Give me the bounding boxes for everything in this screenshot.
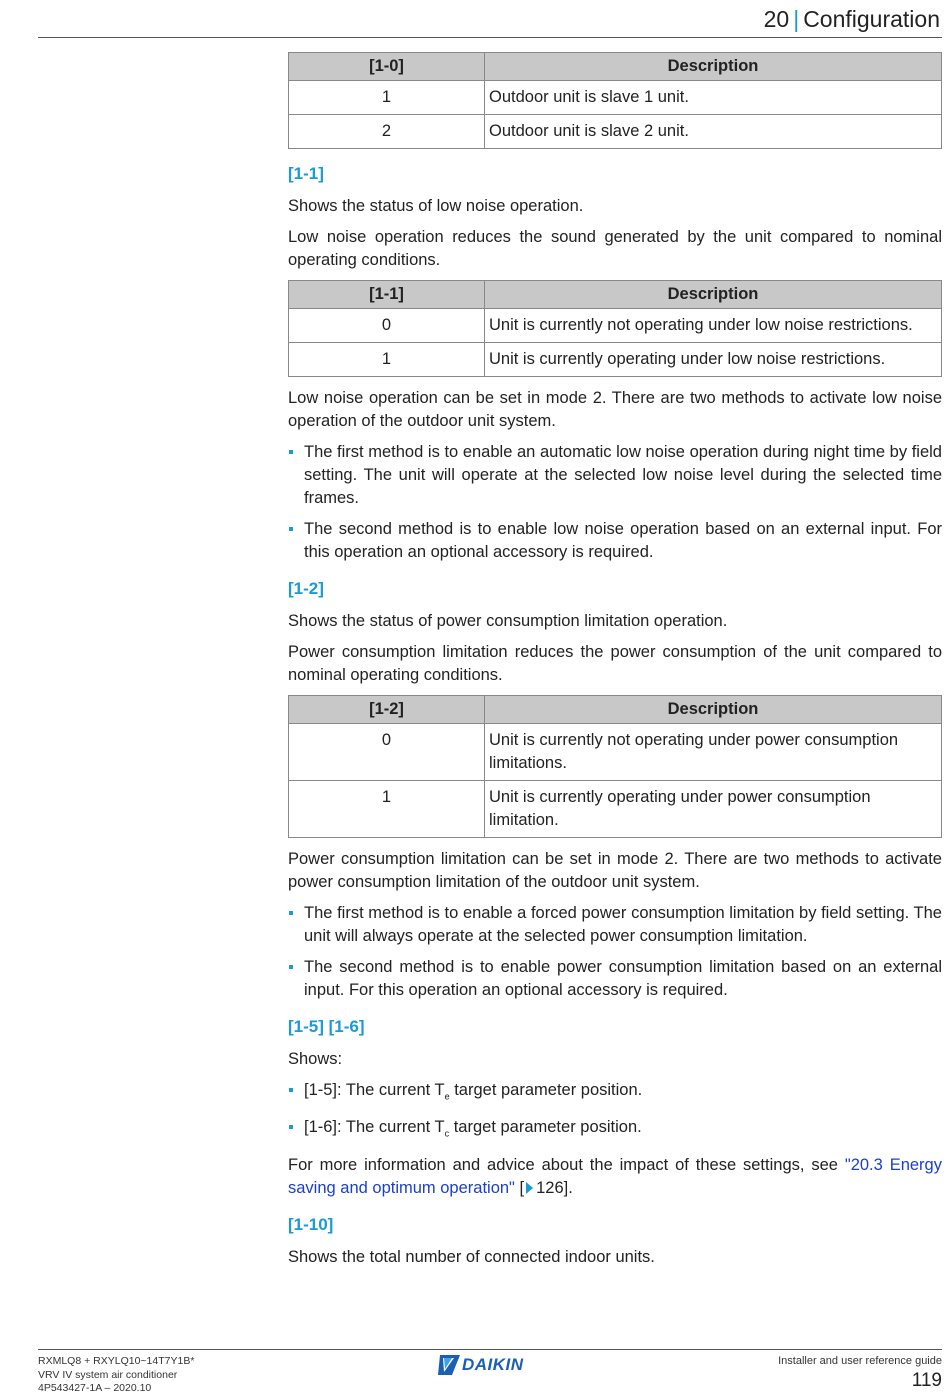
section-heading-1-1: [1-1] [288,164,324,183]
paragraph [288,1154,942,1200]
table-cell-description: Unit is currently not operating under power consumption limitations. [485,724,942,781]
paragraph-text: For more information and advice about the impact of these settings, see [288,1155,838,1174]
list-item: The second method is to enable power consumption limitation based on an external input. For this operation an optional accessory is required. [288,956,942,1002]
list-item [288,1079,942,1108]
table-header-cell: Description [485,53,942,81]
table-cell-description: Unit is currently operating under low noise restrictions. [485,343,942,377]
table-row [289,343,942,377]
subscript: e [444,1091,450,1102]
list-item-text: [1-5]: The current T [304,1081,445,1099]
main-content [288,52,942,1277]
table-header-cell: Description [485,696,942,724]
table-header-row [289,696,942,724]
table-cell-value: 1 [289,343,485,377]
page-ref-number: 126]. [536,1178,573,1197]
list-item: The first method is to enable a forced power consumption limitation by field setting. The unit will always operate at the selected power consumption limitation. [288,902,942,948]
table-cell-value: 0 [289,309,485,343]
table-row [289,781,942,838]
table-cell-value: 0 [289,724,485,781]
page-number: 119 [911,1370,942,1391]
table-row [289,81,942,115]
list-item-text: [1-6]: The current T [304,1118,445,1137]
table-cell-description: Unit is currently not operating under low noise restrictions. [485,309,942,343]
footer-product: VRV IV system air conditioner [38,1368,178,1381]
list-item: The first method is to enable an automatic low noise operation during night time by field setting. The unit will operate at the selected low noise level during the selected time frames. [288,441,942,510]
bullet-list [288,1079,942,1146]
paragraph: Shows the total number of connected indoor units. [288,1247,655,1266]
chapter-separator: | [793,6,800,32]
list-item-text: target parameter position. [449,1081,643,1099]
section-heading-1-2: [1-2] [288,579,324,598]
paragraph: Power consumption limitation reduces the power consumption of the unit compared to nominal operating conditions. [288,643,942,684]
cross-reference-link[interactable]: "20.3 Energy saving and optimum operation" [288,1155,942,1197]
footer-doc-number: 4P543427-1A – 2020.10 [38,1382,152,1394]
subscript: c [444,1128,450,1139]
table-header-cell: [1-0] [289,53,485,81]
paragraph: Shows the status of power consumption limitation operation. [288,612,728,630]
table-header-row [289,281,942,309]
paragraph: Shows the status of low noise operation. [288,197,584,215]
table-row [289,309,942,343]
paragraph: Low noise operation reduces the sound generated by the unit compared to nominal operating conditions. [288,228,942,269]
section-heading-1-10: [1-10] [288,1214,334,1234]
page-header [38,0,942,38]
section-heading-1-5-1-6: [1-5] [1-6] [288,1017,365,1036]
table-header-cell: Description [485,281,942,309]
table-cell-description: Outdoor unit is slave 1 unit. [485,81,942,115]
page-footer [38,1349,942,1394]
paragraph: Shows: [288,1050,343,1068]
table-cell-description: Outdoor unit is slave 2 unit. [485,115,942,149]
chapter-title [764,6,940,33]
list-item-text: target parameter position. [449,1118,642,1137]
table-header-cell: [1-2] [289,696,485,724]
table-cell-value: 1 [289,81,485,115]
page-ref-arrow-icon [526,1182,533,1194]
footer-model: RXMLQ8 + RXYLQ10~14T7Y1B* [38,1355,195,1367]
list-item [288,1116,942,1145]
table-1-2 [288,695,942,838]
table-cell-description: Unit is currently operating under power consumption limitation. [485,781,942,838]
paragraph: Power consumption limitation can be set in mode 2. There are two methods to activate power consumption limitation of the outdoor unit system. [288,850,942,891]
table-1-1 [288,280,942,377]
table-1-0 [288,52,942,149]
paragraph: Low noise operation can be set in mode 2. There are two methods to activate low noise operation of the outdoor unit system. [288,389,942,430]
brand-name: DAIKIN [462,1355,524,1374]
daikin-logo [438,1354,524,1376]
bullet-list [288,441,942,564]
footer-guide-title: Installer and user reference guide [778,1355,942,1367]
table-row [289,724,942,781]
table-cell-value: 2 [289,115,485,149]
page-ref-bracket: [ [519,1178,525,1197]
chapter-name: Configuration [803,6,940,32]
list-item: The second method is to enable low noise operation based on an external input. For this operation an optional accessory is required. [288,518,942,564]
chapter-number: 20 [763,6,790,32]
table-row [289,115,942,149]
footer-doc-info [38,1355,194,1394]
table-header-cell: [1-1] [289,281,485,309]
table-cell-value: 1 [289,781,485,838]
table-header-row [289,53,942,81]
daikin-logo-icon [438,1355,460,1375]
bullet-list [288,902,942,1002]
